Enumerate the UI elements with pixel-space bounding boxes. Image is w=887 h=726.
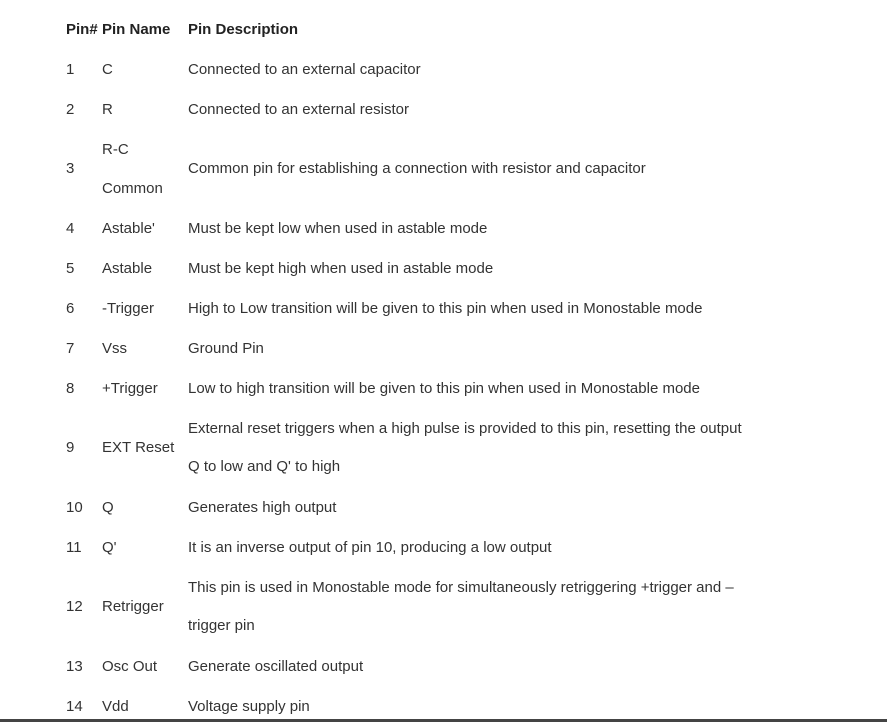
pin-name-cell xyxy=(102,408,188,487)
pin-name-cell xyxy=(102,248,188,288)
pin-description-cell xyxy=(188,129,758,208)
pin-description-text: Ground Pin xyxy=(188,339,264,357)
pin-number-cell: 7 xyxy=(66,339,75,357)
pin-name-cell xyxy=(102,646,188,686)
pin-description-text: Generate oscillated output xyxy=(188,657,364,675)
pin-number-cell: 5 xyxy=(66,259,75,277)
table-row xyxy=(63,129,758,208)
pin-description-text: Q to low and Q' to high xyxy=(188,458,341,475)
pin-name-cell xyxy=(102,328,188,368)
pin-name-text: Vdd xyxy=(102,697,129,715)
pin-description-cell xyxy=(188,328,758,368)
pin-description-text: Low to high transition will be given to this pin when used in Monostable mode xyxy=(188,379,700,397)
pin-name-cell xyxy=(102,288,188,328)
pin-name-text: Q xyxy=(102,498,114,516)
pin-description-cell xyxy=(188,527,758,567)
pin-name-text: Q' xyxy=(102,538,117,556)
table-row xyxy=(63,328,758,368)
table-row xyxy=(63,567,758,646)
pin-description-cell xyxy=(188,487,758,527)
pin-name-cell xyxy=(102,208,188,248)
pin-number-cell: 3 xyxy=(66,160,75,177)
pin-name-text: Common xyxy=(102,179,163,197)
pin-description-cell xyxy=(188,89,758,129)
table-row xyxy=(63,646,758,686)
pin-description-table xyxy=(63,9,758,726)
pin-name-text: -Trigger xyxy=(102,299,154,317)
table-header-row xyxy=(63,9,758,49)
pin-name-cell xyxy=(102,368,188,408)
pin-description-cell xyxy=(188,567,758,646)
pin-number-cell: 8 xyxy=(66,379,75,397)
pin-description-text: Must be kept high when used in astable mode xyxy=(188,259,494,277)
pin-name-cell xyxy=(102,49,188,89)
pin-description-text: Voltage supply pin xyxy=(188,697,310,715)
pin-name-text: EXT Reset xyxy=(102,439,175,456)
pin-name-cell xyxy=(102,567,188,646)
pin-description-text: Connected to an external resistor xyxy=(188,100,409,118)
pin-name-cell xyxy=(102,527,188,567)
table-row xyxy=(63,208,758,248)
pin-name-text: R xyxy=(102,100,113,118)
pin-number-cell: 6 xyxy=(66,299,75,317)
table-row xyxy=(63,487,758,527)
pin-description-text: Common pin for establishing a connection with resistor and capacitor xyxy=(188,160,646,177)
pin-name-text: Osc Out xyxy=(102,657,158,675)
header-pin-number: Pin# xyxy=(66,20,98,38)
pin-description-text: External reset triggers when a high pulse is provided to this pin, resetting the output xyxy=(188,420,742,437)
pin-description-text: Connected to an external capacitor xyxy=(188,60,421,78)
pin-number-cell: 9 xyxy=(66,439,75,456)
pin-description-cell xyxy=(188,646,758,686)
pin-name-text: R-C xyxy=(102,140,129,158)
pin-number-cell: 10 xyxy=(66,498,83,516)
pin-description-cell xyxy=(188,368,758,408)
pin-number-cell: 4 xyxy=(66,219,75,237)
pin-description-text: Must be kept low when used in astable mode xyxy=(188,219,488,237)
pin-description-cell xyxy=(188,49,758,89)
pin-description-text: Generates high output xyxy=(188,498,337,516)
pin-name-text: +Trigger xyxy=(102,379,158,397)
table-row xyxy=(63,49,758,89)
pin-number-cell: 14 xyxy=(66,697,83,715)
pin-number-cell: 11 xyxy=(66,538,82,556)
pin-description-cell xyxy=(188,408,758,487)
pin-number-cell: 13 xyxy=(66,657,83,675)
pin-name-text: Retrigger xyxy=(102,598,164,615)
table-row xyxy=(63,248,758,288)
pin-name-cell xyxy=(102,129,188,208)
pin-name-cell xyxy=(102,89,188,129)
header-pin-name: Pin Name xyxy=(102,20,171,38)
pin-name-text: C xyxy=(102,60,113,78)
table-row xyxy=(63,368,758,408)
pin-name-text: Astable' xyxy=(102,219,155,237)
table-row xyxy=(63,288,758,328)
pin-description-cell xyxy=(188,248,758,288)
table-body xyxy=(63,49,758,726)
table-row xyxy=(63,89,758,129)
table-row xyxy=(63,527,758,567)
pin-description-cell xyxy=(188,208,758,248)
pin-name-cell xyxy=(102,487,188,527)
pin-description-text: trigger pin xyxy=(188,617,255,634)
pin-name-text: Vss xyxy=(102,339,128,357)
header-pin-description: Pin Description xyxy=(188,20,299,38)
pin-number-cell: 12 xyxy=(66,598,83,615)
pin-description-text: This pin is used in Monostable mode for simultaneously retriggering +trigger and – xyxy=(188,579,734,596)
pin-description-cell xyxy=(188,288,758,328)
table-row xyxy=(63,408,758,487)
pin-number-cell: 1 xyxy=(66,60,75,78)
pin-name-text: Astable xyxy=(102,259,153,277)
pin-number-cell: 2 xyxy=(66,100,75,118)
pin-description-text: High to Low transition will be given to this pin when used in Monostable mode xyxy=(188,299,703,317)
pin-description-text: It is an inverse output of pin 10, producing a low output xyxy=(188,538,552,556)
